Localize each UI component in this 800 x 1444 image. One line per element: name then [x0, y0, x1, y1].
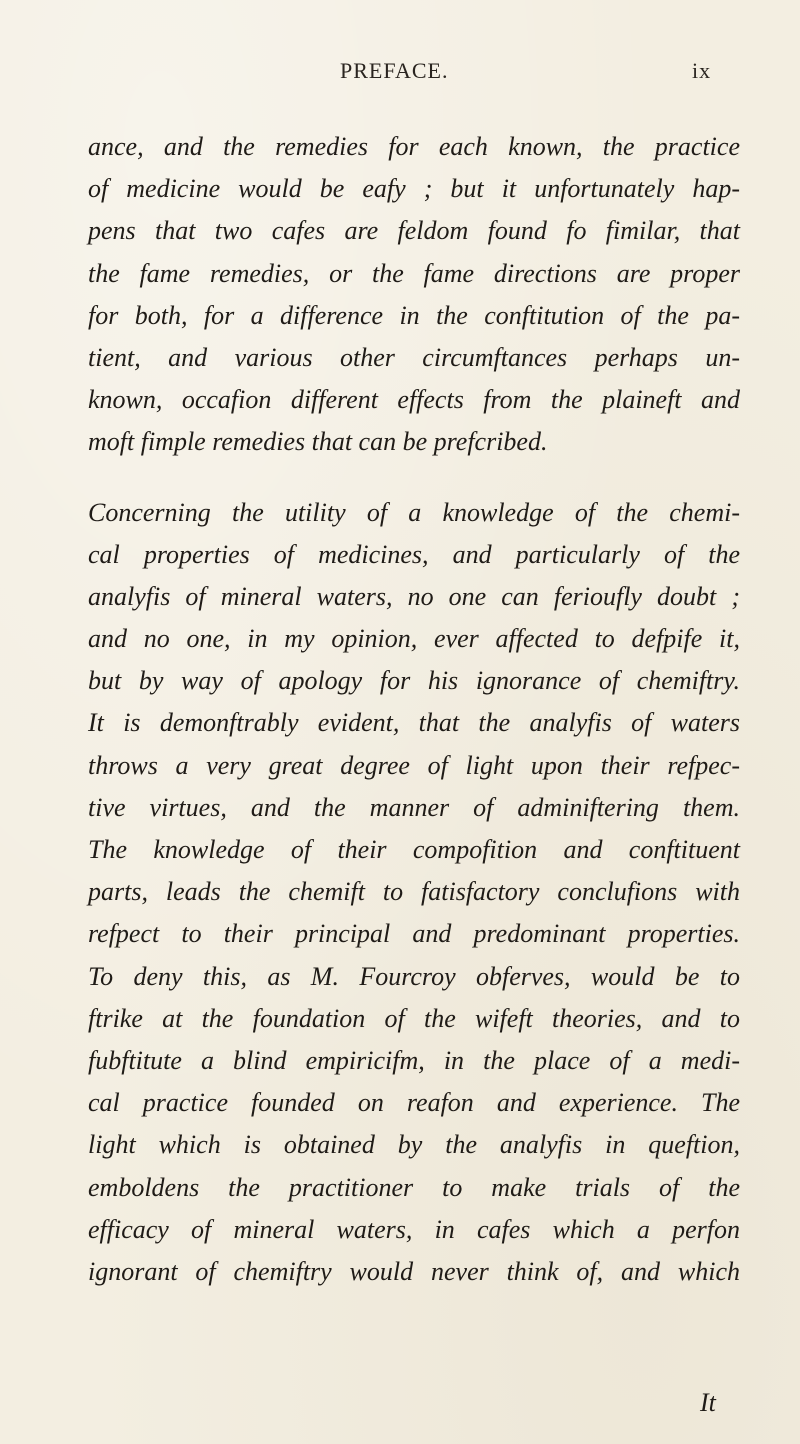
- text-line: emboldens the practitioner to make trials of the: [88, 1172, 740, 1202]
- text-line: and no one, in my opinion, ever affected to defpife it,: [88, 624, 740, 654]
- text-line: pens that two cafes are feldom found fo fimilar, that: [88, 216, 740, 246]
- text-line: The knowledge of their compofition and conftituent: [88, 835, 740, 864]
- text-line: ignorant of chemiftry would never think of, and which: [88, 1256, 740, 1286]
- running-head: PREFACE.: [340, 58, 449, 83]
- text-line: light which is obtained by the analyfis in queftion,: [88, 1130, 740, 1160]
- text-line: Concerning the utility of a knowledge of the chemi-: [88, 497, 740, 527]
- text-line: cal properties of medicines, and particularly of the: [88, 539, 740, 569]
- text-line: ance, and the remedies for each known, the practice: [88, 132, 740, 161]
- text-line: ftrike at the foundation of the wifeft theories, and to: [88, 1003, 740, 1033]
- paragraph-2: [88, 492, 740, 1294]
- text-line: the fame remedies, or the fame directions are proper: [88, 258, 740, 288]
- text-line: parts, leads the chemift to fatisfactory conclufions with: [88, 877, 740, 907]
- body-text: [88, 126, 740, 1293]
- text-line: To deny this, as M. Fourcroy obferves, would be to: [88, 961, 740, 991]
- page-number: ix: [692, 58, 712, 83]
- text-line: fubftitute a blind empiricifm, in the place of a medi-: [88, 1045, 740, 1075]
- text-line: It is demonftrably evident, that the analyfis of waters: [88, 708, 740, 738]
- text-line: refpect to their principal and predominant properties.: [88, 919, 740, 949]
- text-line: for both, for a difference in the conftitution of the pa-: [88, 300, 740, 330]
- text-line: known, occafion different effects from the plaineft and: [88, 385, 740, 415]
- text-line: throws a very great degree of light upon their refpec-: [88, 750, 740, 780]
- catchword: It: [700, 1388, 716, 1417]
- text-line: tient, and various other circumftances perhaps un-: [88, 342, 740, 372]
- text-line: cal practice founded on reafon and experience. The: [88, 1088, 740, 1118]
- text-line: tive virtues, and the manner of adminiftering them.: [88, 792, 740, 822]
- text-line: analyfis of mineral waters, no one can ferioufly doubt ;: [88, 581, 740, 611]
- text-line: of medicine would be eafy ; but it unfortunately hap-: [88, 174, 740, 204]
- page-header: [0, 58, 800, 98]
- text-line: moft fimple remedies that can be prefcribed.: [88, 427, 548, 457]
- text-line: but by way of apology for his ignorance of chemiftry.: [88, 666, 740, 696]
- paragraph-1: [88, 126, 740, 464]
- text-line: efficacy of mineral waters, in cafes which a perfon: [88, 1214, 740, 1244]
